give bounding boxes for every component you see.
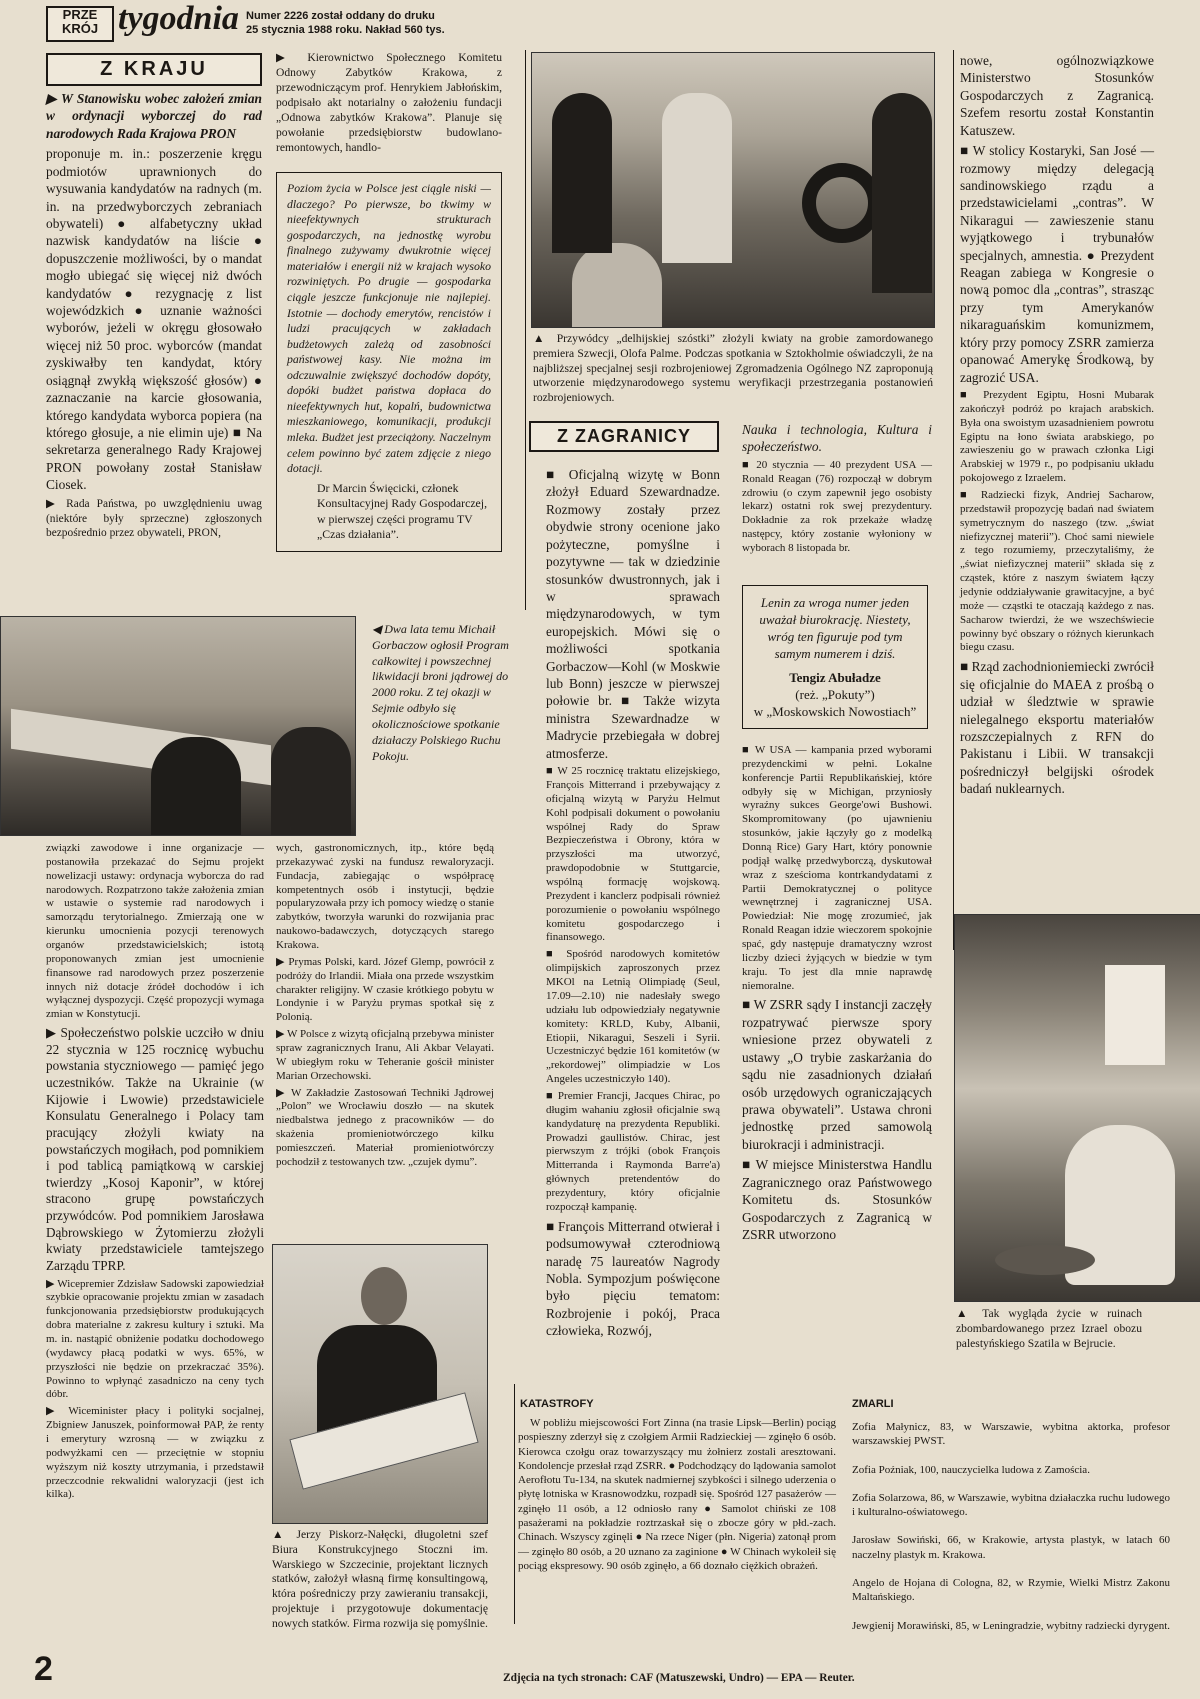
column-rule <box>953 50 954 950</box>
column-rule <box>525 50 526 610</box>
nobel-cont-text: Nauka i technologia, Kultura i społeczeństwo. <box>742 422 932 455</box>
rada-panstwa-text: ▶ Rada Państwa, po uwzględnieniu uwag (niektóre były sprzeczne) zgłoszonych bezpośrednio przez obywateli, PRON, <box>46 497 262 540</box>
photo-figure <box>662 93 732 263</box>
issue-line-1: Numer 2226 został oddany do druku <box>246 10 435 22</box>
zmarli-entry: Jewgienij Morawiński, 85, w Leningradzie, wybitny radziecki dyrygent. <box>852 1619 1171 1632</box>
ordynacja-text: związki zawodowe i inne organizacje — postanowiła przekazać do Sejmu projekt nowelizacji ustawy: ordynacja wyborcza do rad narodowych. Rozpatrzono także założenia zmian w ustawie o systemie rad narodowych i samorządu terytorialnego. Zmierzają one w kierunku umocnienia pozycji terenowych organów przedstawicielskich; istotą proponowanych zmian jest umocnienie finansowe rad narodowych przez poszerzenie innych niż dotacje źródeł dochodów i ich wyłącznej dyspozycji. Część propozycji wymaga zmian w Konstytucji. <box>46 842 264 1021</box>
abuladze-name: Tengiz Abuładze <box>789 669 881 685</box>
z-zagranicy-col5 <box>960 52 1154 801</box>
photo-figure <box>151 737 241 835</box>
page-number: 2 <box>34 1650 53 1688</box>
ministry-text: ■ W miejsce Ministerstwa Handlu Zagranicznego oraz Państwowego Komitetu ds. Stosunków Gospodarczych z Zagranicą w ZSRR utworzono <box>742 1157 932 1242</box>
mubarak-text: ■ Prezydent Egiptu, Hosni Mubarak zakończył podróż po krajach arabskich. Była ona swoistym uzasadnieniem powrotu Egiptu na łono świata arabskiego, po zawieszeniu go w prawach członka Ligi Arabskiej w 1979 r., po podpisaniu układu pokojowego z Izraelem. <box>960 389 1154 485</box>
photo-beirut-shatila <box>954 914 1200 1302</box>
z-kraju-lower-col1 <box>46 842 264 1505</box>
chirac-text: ■ Premier Francji, Jacques Chirac, po długim wahaniu zgłosił oficjalnie swą kandydaturę na prezydenta Republiki. Prowadzi gaullistów. Chirac, jest pierwszym z trójki (obok François Mitterranda i Raymonda Barre'a) głównych pretendentów do prezydentury, który oficjalnie rozpoczął kampanię. <box>546 1089 720 1213</box>
photo-sejm-meeting <box>0 616 356 836</box>
photo-wreath <box>802 163 882 243</box>
photo-figure <box>872 93 932 293</box>
reagan-text: ■ 20 stycznia — 40 prezydent USA — Ronald Reagan (76) rozpoczął w dobrym zdrowiu (o czym zapewnił jego osobisty lekarz) ostatni rok swej prezydentury. Dokładnie za rok przekaże władzę następcy, który zostanie wyłoniony w wyborach 8 listopada br. <box>742 458 932 554</box>
beirut-caption: ▲ Tak wygląda życie w ruinach zbombardowanego przez Izrael obozu palestyńskiego Szatila w Bejrucie. <box>956 1307 1142 1350</box>
zsrr-courts-text: ■ W ZSRR sądy I instancji zaczęły rozpatrywać pierwsze spory wniesione przez obywateli z ustawy „O trybie zaskarżania do sądu nie zasadnionych działań osób urzędowych ograniczających prawa obywateli”. Ustawa chroni jednostkę przed samowolą biurokracji i administracji. <box>742 997 932 1152</box>
katastrofy-body: W pobliżu miejscowości Fort Zinna (na trasie Lipsk—Berlin) pociąg pospieszny zderzył się z czołgiem Armii Radzieckiej — zginęło 6 osób. Kierowca czołgu oraz towarzyszący mu żołnierz zostali aresztowani. Kondolencje przesłał rząd ZSRR. ● Podchodzący do lądowania samolot Aerofłotu Tu-134, na skutek nadmiernej szybkości i silnego uderzenia o płytę lotniska w Krasnowodzku, rozpadł się. Spośród 127 pasażerów — zginęło 11 osób, a 12 odniosło rany ● Samolot chiński ze 108 pasażerami na pokładzie roztrzaskał się o zbocze góry w płd.-zach. Chinach. Wszyscy zginęli ● Na rzece Niger (płn. Nigeria) zatonął prom — zginęło 80 osób, a 20 uznano za zaginione ● W Chinach wykoleił się pociąg ekspresowy. 90 osób zginęło, a 66 doznało ciężkich obrażeń. <box>518 1417 836 1572</box>
kostaryka-text: ■ W stolicy Kostaryki, San José — rozmowy między delegacją sandinowskiego rządu a przedstawicielami „contras”. W Nikaragui — zawieszenie stanu wyjątkowego i trybunałów specjalnych, amnestia. ● Prezydent Reagan zabiega w Kongresie o nową pomoc dla „contras”, strasząc przy tym Amerykanów nikaraguańskim komunizmem, który przy pomocy ZSRR zamierza opanować Amerykę Środkową, by zagrozić USA. <box>960 143 1154 385</box>
issue-info <box>246 10 445 38</box>
lenin-quote: Lenin za wroga numer jeden uważał biurokrację. Niestety, wróg ten figuruje pod tym samym numerem i dziś. <box>759 595 911 662</box>
zmarli-box <box>846 1384 1186 1633</box>
logo-line-2: KRÓJ <box>61 21 99 36</box>
katastrofy-rule <box>514 1384 515 1624</box>
photo-person-head <box>361 1267 407 1325</box>
z-kraju-lower-col2 <box>276 842 494 1173</box>
abuladze-role: (reż. „Pokuty”) <box>795 686 875 702</box>
pron-lead: ▶ W Stanowisku wobec założeń zmian w ordynacji wyborczej do rad narodowych Rada Krajowa PRON <box>46 91 262 141</box>
photo-credits: Zdjęcia na tych stronach: CAF (Matuszewski, Undro) — EPA — Reuter. <box>503 1672 855 1684</box>
sadowski-text: ▶ Wicepremier Zdzisław Sadowski zapowiedział szybkie opracowanie projektu zmian w zasadach funkcjonowania przedsiębiorstw produkujących dobra materialne z zakresu kultury i sztuki. Ma m. in. nastąpić obniżenie podatku dochodowego (wydawcy płacą podatki w wys. 65%, w przyszłości nie będzie on przekraczać 35%). Powinno to wpłynąć zasadniczo na ceny tych dóbr. <box>46 1277 264 1401</box>
quote-author: Dr Marcin Święcicki, członek Konsultacyjnej Rady Gospodarczej, w pierwszej części programu TV „Czas działania”. <box>317 480 488 542</box>
quote-box-swiecicki <box>276 172 502 552</box>
olympics-text: ■ Spośród narodowych komitetów olimpijskich zaproszonych przez MKOl na Letnią Olimpiadę (Seul, 17.09—2.10) nie nadesłały swego udziału lub odpowiedziały negatywnie komitety: KRLD, Kuby, Albanii, Etiopii, Nikaragui, Seszeli i Syrii. Uczestniczyć będzie 161 komitetów (w „rekordowej” olimpiadzie w Los Angeles uczestniczyło 140). <box>546 948 720 1086</box>
fundacja-cont-text: wych, gastronomicznych, itp., które będą przekazywać zyski na fundusz rewaloryzacji. Fundacja, zabiegając o współpracę kompetentnych osób i instytucji, będzie popularyzowała przy ich pomocy wiedzę o stanie zabytków, tworzyła warunki do rozwijania prac naukowo-badawczych, dotyczących starego Krakowa. <box>276 842 494 952</box>
logo-line-1: PRZE <box>62 7 98 22</box>
z-zagranicy-col4 <box>742 421 932 559</box>
issue-line-2: 25 stycznia 1988 roku. Nakład 560 tys. <box>246 23 445 36</box>
photo-figure <box>271 727 351 835</box>
z-zagranicy-col4-lower <box>742 744 932 1246</box>
photo-delhi-six <box>531 52 935 328</box>
pron-article <box>46 90 262 544</box>
zmarli-entry: Angelo de Hojana di Cologna, 82, w Rzymie, Wielki Mistrz Zakonu Maltańskiego. <box>852 1577 1170 1604</box>
delhi-six-caption: ▲ Przywódcy „delhijskiej szóstki” złożyli kwiaty na grobie zamordowanego premiera Szwecji, Olofa Palme. Podczas spotkania w Sztokholmie oświadczyli, że na najbliższej specjalnej sesji rozbrojeniowej Zgromadzenia Ogólnego NZ zaproponują utworzenie międzynarodowego systemu weryfikacji przestrzegania postanowień rozbrojeniowych. <box>533 332 933 405</box>
quote-box-abuladze <box>742 585 928 729</box>
photo-stone <box>572 243 662 327</box>
krakow-fundacja-text: ▶ Kierownictwo Społecznego Komitetu Odnowy Zabytków Krakowa, z przewodniczącym prof. Henrykiem Jabłońskim, podpisało akt notarialny o założeniu fundacji „Odnowa zabytków Krakowa”. Planuje się powołanie przedsiębiorstw budowlano-remontowych, handlo- <box>276 51 502 155</box>
sejm-caption: ◀ Dwa lata temu Michaił Gorbaczow ogłosił Program całkowitej i powszechnej likwidacji broni jądrowej do 2000 roku. Z tej okazji w Sejmie odbyło się okolicznościowe spotkanie działaczy Polskiego Ruchu Pokoju. <box>372 622 509 763</box>
photo-piskorz-nalecki <box>272 1244 488 1524</box>
photo-figure <box>552 93 612 253</box>
sacharow-text: ■ Radziecki fizyk, Andriej Sacharow, przedstawił propozycję badań nad światem symetrycznym do naszego (tzw. „świat niefizycznej materii”). Choć sami niewiele z tego rozumiemy, przeczytaliśmy, że „świat niefizycznej materii” składa się z cząstek, które z naszym światem łączy jedynie oddziaływanie grawitacyjne, a być może — cząstki te otaczają każdego z nas. Sacharow twierdzi, że we wszechświecie powinny być obszary o różnych kierunkach biegu czasu. <box>960 489 1154 654</box>
magazine-logo <box>46 6 114 42</box>
zmarli-entry: Jarosław Sowiński, 66, w Krakowie, artysta plastyk, w latach 60 naczelny plastyk m. Krakowa. <box>852 1534 1170 1561</box>
piskorz-caption: ▲ Jerzy Piskorz-Nałęcki, długoletni szef Biura Konstrukcyjnego Stoczni im. Warskiego w Szczecinie, projektant licznych statków, założył własną firmę konsultingową, która pośredniczy przy zawieraniu transakcji, projektuje i przygotowuje dokumentację nowych statków. Firma rozwija się pomyślnie. <box>272 1528 488 1630</box>
polon-text: ▶ W Zakładzie Zastosowań Techniki Jądrowej „Polon” we Wrocławiu doszło — na skutek niedbalstwa jednego z pracowników — do skażenia promieniotwórczego kilku pomieszczeń. Materiał promieniotwórczy pochodził z testowanych tzw. „czujek dymu”. <box>276 1086 494 1168</box>
januszek-text: ▶ Wiceminister płacy i polityki socjalnej, Zbigniew Januszek, poinformował PAP, że renty i emerytury wzrosną — w związku z podwyżkami cen — przeciętnie w stopniu wyższym niż koszty utrzymania, i przedstawił przeczcodnie rekwalidni waloryzacji (jest ich kilka). <box>46 1405 264 1501</box>
katastrofy-box <box>518 1384 836 1573</box>
powstanie-text: ▶ Społeczeństwo polskie uczciło w dniu 22 stycznia w 125 rocznicę wybuchu powstania styczniowego — pamięć jego uczestników. Także na Ukrainie (w Kijowie i Lwowie) przedstawiciele Konsulatu Generalnego i Polacy tam pracujący złożyli kwiaty na powstańczych mogiłach, pod pomnikiem i pod tablicą pamiątkową w carskiej twierdzy „Kosoj Kaponir”, w której stracono grupę powstańczych przywódców. Pod pomnikiem Jarosława Dąbrowskiego w Żytomierzu złożyli kwiaty przedstawiciele tamtejszego Zarządu TPRP. <box>46 1025 264 1273</box>
section-title-z-kraju: Z KRAJU <box>46 53 262 86</box>
zmarli-entry: Zofia Małynicz, 83, w Warszawie, wybitna aktorka, profesor warszawskiej PWST. <box>852 1421 1170 1448</box>
section-title-z-zagranicy: Z ZAGRANICY <box>529 421 719 452</box>
nobel-text: ■ François Mitterrand otwierał i podsumowywał czterodniową naradę 75 laureatów Nagrody Nobla. Sympozjum poświęcone było pięciu tematom: Rozbrojenie i pokój, Praca człowieka, Rozwój, <box>546 1218 720 1339</box>
photo-basin <box>995 1245 1095 1275</box>
velayati-text: ▶ W Polsce z wizytą oficjalną przebywa minister spraw zagranicznych Iranu, Ali Akbar Velayati. W ubiegłym roku w Teheranie gościł minister Marian Orzechowski. <box>276 1028 494 1082</box>
usa-campaign-text: ■ W USA — kampania przed wyborami prezydenckimi w pełni. Lokalne konferencje Partii Republikańskiej, które odbyły się w Michigan, przyniosły wyraźny sukces George'owi Bushowi. Skompromitowany (po ujawnieniu stosunków, jakie łączyły go z modelką Donną Rice) Gary Hart, który ponownie podjął walkę przedwyborczą, dyskutował wraz z sześcioma kontrkandydatami z Partii Demokratycznej o polityce wewnętrznej i zagranicznej USA. Powiedział: Nie mogę zrozumieć, jak Ronald Reagan idzie wieczorem spokojnie spać, gdy następuje dramatyczny wzrost liczby dzieci żyjących w biedzie w tym kraju. To jest dla mnie naprawdę niemoralne. <box>742 744 932 992</box>
zmarli-entry: Zofia Poźniak, 100, nauczycielka ludowa z Zamościa. <box>852 1463 1090 1476</box>
masthead: tygodnia <box>118 0 239 37</box>
photo-laundry <box>1105 965 1165 1065</box>
glemp-text: ▶ Prymas Polski, kard. Józef Glemp, powrócił z podróży do Irlandii. Miała ona przede wszystkim charakter religijny. W czasie krótkiego pobytu w Londynie i w Paryżu prymas spotkał się z Polonią. <box>276 955 494 1024</box>
elysee-text: ■ W 25 rocznicę traktatu elizejskiego, François Mitterrand i przebywający z oficjalną wizytą w Paryżu Helmut Kohl podpisali dokument o powołaniu wspólnej Rady do Spraw Bezpieczeństwa i Obrony, która w przyszłości ma utworzyć, prawdopodobnie w Stuttgarcie, wspólną formację wojskową. Prezydent i kanclerz podpisali również porozumienie o powołaniu wspólnego komitetu gospodarczego i finansowego. <box>546 765 720 944</box>
pron-body: proponuje m. in.: poszerzenie kręgu podmiotów uprawnionych do wysuwania kandydatów na radnych (m. in. na przedwyborczych zebraniach obywateli) ● alfabetyczny układ nazwisk kandydatów na liście ● dopuszczenie możliwości, by o mandat mogło ubiegać się więcej niż dwóch kandydatów ● rezygnację z list wojewódzkich ● uznanie ważności wyborów, jeżeli w okręgu głosowało więcej niż 50 proc. wyborców (mandat zyskiwałby ten kandydat, który osiągnął zwykłą większość głosów) ● zaznaczanie na karcie głosowania, którego kandydata wyborca popiera (na którego głosuje, a nie elimin uje) ■ Na sekretarza generalnego Rady Krajowej PRON powołany został Stanisław Ciosek. <box>46 146 262 493</box>
zmarli-title: ZMARLI <box>852 1398 894 1410</box>
z-zagranicy-col3 <box>546 466 720 1343</box>
maea-text: ■ Rząd zachodnioniemiecki zwrócił się oficjalnie do MAEA z prośbą o udział w śledztwie w sprawie nielegalnego eksportu materiałów rozszczepialnych z RFN do Pakistanu i Libii. W transakcji pośredniczył belgijski ośrodek badań nuklearnych. <box>960 659 1154 797</box>
szewardnadze-text: ■ Oficjalną wizytę w Bonn złożył Eduard Szewardnadze. Rozmowy zostały przez obydwie strony ocenione jako pożyteczne, pomyślne i pozytywne — tak w dziedzinie stosunków dwustronnych, jak i w sprawach międzynarodowych, w tym europejskich. Mówi się o możliwości spotkania Gorbaczow—Kohl (w Moskwie lub Bonn) jeszcze w pierwszej połowie br. ■ Także wizyta ministra Szewardnadze w Madrycie przebiegała w dobrej atmosferze. <box>546 467 720 761</box>
abuladze-source: w „Moskowskich Nowostiach” <box>753 703 917 719</box>
quote-text: Poziom życia w Polsce jest ciągle niski — dlaczego? Po pierwsze, bo tkwimy w nieefektywnych strukturach gospodarczych, na jednostkę wyrobu finalnego zużywamy dwukrotnie więcej materiałów i energii niż w krajach wysoko rozwiniętych. Po drugie — gospodarka ciągle jeszcze funkcjonuje nie najlepiej. Istotnie — dochody emerytów, rencistów i ludzi pracujących w zakładach budżetowych zależą od zasobności państwowej kasy. Nie można im odczuwalnie zwiększyć dochodów dopóty, dopóki budżet państwa dopłaca do nieefektywnych hut, kopalń, budownictwa mieszkaniowego, komunikacji, produkcji mleka. Budżet jest przeciążony. Naczelnym celem powinno być zatem zdjęcie z niego dotacji. <box>287 181 491 476</box>
zmarli-entry: Zofia Solarzowa, 86, w Warszawie, wybitna działaczka ruchu ludowego i kulturalno-oświatowego. <box>852 1491 1170 1519</box>
katuszew-text: nowe, ogólnozwiązkowe Ministerstwo Stosunków Gospodarczych z Zagranicą. Szefem resortu został Konstantin Katuszew. <box>960 53 1154 138</box>
katastrofy-title: KATASTROFY <box>520 1398 594 1410</box>
